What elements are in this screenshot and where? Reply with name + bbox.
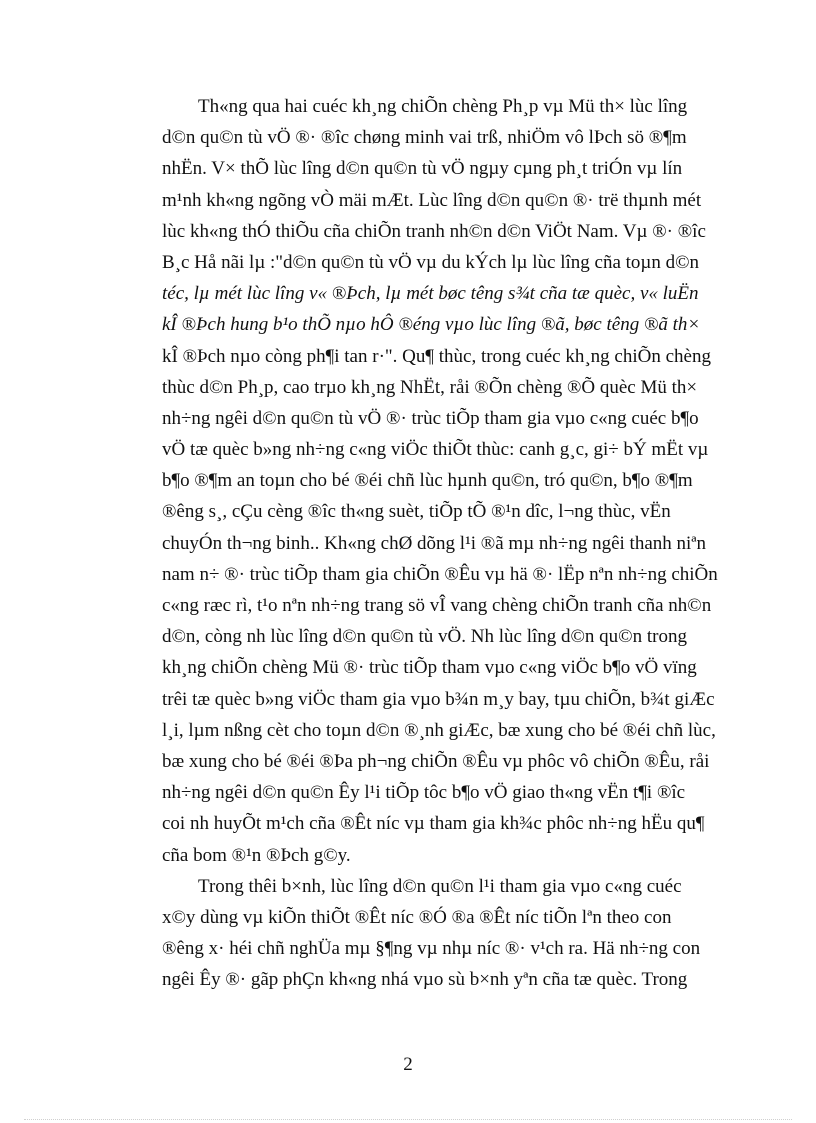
- text-line-quote-start: B¸c Hå nãi lµ :"d©n qu©n tù vÖ vµ du kÝch lµ lùc lîng cña toµn d©n: [162, 251, 700, 273]
- paragraph-2: [162, 871, 718, 996]
- text-line: b¶o ®¶m an toµn cho bé ®éi chñ lùc hµnh qu©n, tró qu©n, b¶o ®¶m: [162, 470, 693, 492]
- text-line: ngêi Êy ®· gãp phÇn kh«ng nhá vµo sù b×nh yªn cña tæ quèc. Trong: [162, 969, 688, 991]
- body-text: [162, 91, 718, 995]
- text-line: d©n, còng nh lùc lîng d©n qu©n tù vÖ. Nh lùc lîng d©n qu©n trong: [162, 626, 687, 648]
- text-line: kh¸ng chiÕn chèng Mü ®· trùc tiÕp tham vµo c«ng viÖc b¶o vÖ vïng: [162, 657, 697, 679]
- page-bottom-divider: [24, 1119, 792, 1120]
- text-line: nam n÷ ®· trùc tiÕp tham gia chiÕn ®Êu vµ hä ®· lËp nªn nh÷ng chiÕn: [162, 563, 718, 585]
- text-line: lùc kh«ng thÓ thiÕu cña chiÕn tranh nh©n d©n ViÖt Nam. Vµ ®· ®îc: [162, 220, 706, 242]
- text-line-quote: téc, lµ mét lùc lîng v« ®Þch, lµ mét bøc têng s¾t cña tæ quèc, v« luËn: [162, 283, 699, 305]
- text-line: nhËn. V× thÕ lùc lîng d©n qu©n tù vÖ ngµy cµng ph¸t triÓn vµ lín: [162, 158, 683, 180]
- text-line: thùc d©n Ph¸p, cao trµo kh¸ng NhËt, råi ®Õn chèng ®Õ quèc Mü th×: [162, 376, 698, 398]
- text-line: chuyÓn th¬ng binh.. Kh«ng chØ dõng l¹i ®ã mµ nh÷ng ngêi thanh niªn: [162, 532, 707, 554]
- text-line: c«ng ræc rì, t¹o nªn nh÷ng trang sö vÎ vang chèng chiÕn tranh cña nh©n: [162, 595, 712, 616]
- text-line: trêi tæ quèc b»ng viÖc tham gia vµo b¾n m¸y bay, tµu chiÕn, b¾t giÆc: [162, 688, 715, 710]
- text-line: coi nh huyÕt m¹ch cña ®Êt níc vµ tham gia kh¾c phôc nh÷ng hËu qu¶: [162, 813, 705, 835]
- text-line: l¸i, lµm nßng cèt cho toµn d©n ®¸nh giÆc, bæ xung cho bé ®éi chñ lùc,: [162, 719, 716, 741]
- text-line: nh÷ng ngêi d©n qu©n tù vÖ ®· trùc tiÕp tham gia vµo c«ng cuéc b¶o: [162, 407, 699, 429]
- text-line: nh÷ng ngêi d©n qu©n Êy l¹i tiÕp tôc b¶o vÖ giao th«ng vËn t¶i ®îc: [162, 782, 686, 804]
- text-line-quote: kÎ ®Þch hung b¹o thÕ nµo hÔ ®éng vµo lùc lîng ®ã, bøc têng ®ã th×: [162, 314, 701, 336]
- text-line: ®êng s¸, cÇu cèng ®îc th«ng suèt, tiÕp tÕ ®¹n dîc, l¬ng thùc, vËn: [162, 501, 671, 523]
- text-line-quote-end: kÎ ®Þch nµo còng ph¶i tan r·". Qu¶ thùc, trong cuéc kh¸ng chiÕn chèng: [162, 345, 711, 367]
- page-number: 2: [403, 1054, 413, 1075]
- text-line: Th«ng qua hai cuéc kh¸ng chiÕn chèng Ph¸p vµ Mü th× lùc lîng: [198, 96, 688, 117]
- text-line: cña bom ®¹n ®Þch g©y.: [162, 844, 351, 866]
- paragraph-1: [162, 91, 718, 871]
- text-line: bæ xung cho bé ®éi ®Þa ph¬ng chiÕn ®Êu vµ phôc vô chiÕn ®Êu, råi: [162, 750, 710, 772]
- text-line: d©n qu©n tù vÖ ®· ®îc chøng minh vai trß, nhiÖm vô lÞch sö ®¶m: [162, 127, 687, 149]
- text-line: Trong thêi b×nh, lùc lîng d©n qu©n l¹i tham gia vµo c«ng cuéc: [198, 875, 682, 897]
- text-line: vÖ tæ quèc b»ng nh÷ng c«ng viÖc thiÕt thùc: canh g¸c, gi÷ bÝ mËt vµ: [162, 439, 709, 461]
- text-line: x©y dùng vµ kiÕn thiÕt ®Êt níc ®Ó ®a ®Êt níc tiÕn lªn theo con: [162, 906, 672, 928]
- text-line: ®êng x· héi chñ nghÜa mµ §¶ng vµ nhµ níc ®· v¹ch ra. Hä nh÷ng con: [162, 938, 701, 960]
- text-line: m¹nh kh«ng ngõng vÒ mäi mÆt. Lùc lîng d©n qu©n ®· trë thµnh mét: [162, 189, 702, 211]
